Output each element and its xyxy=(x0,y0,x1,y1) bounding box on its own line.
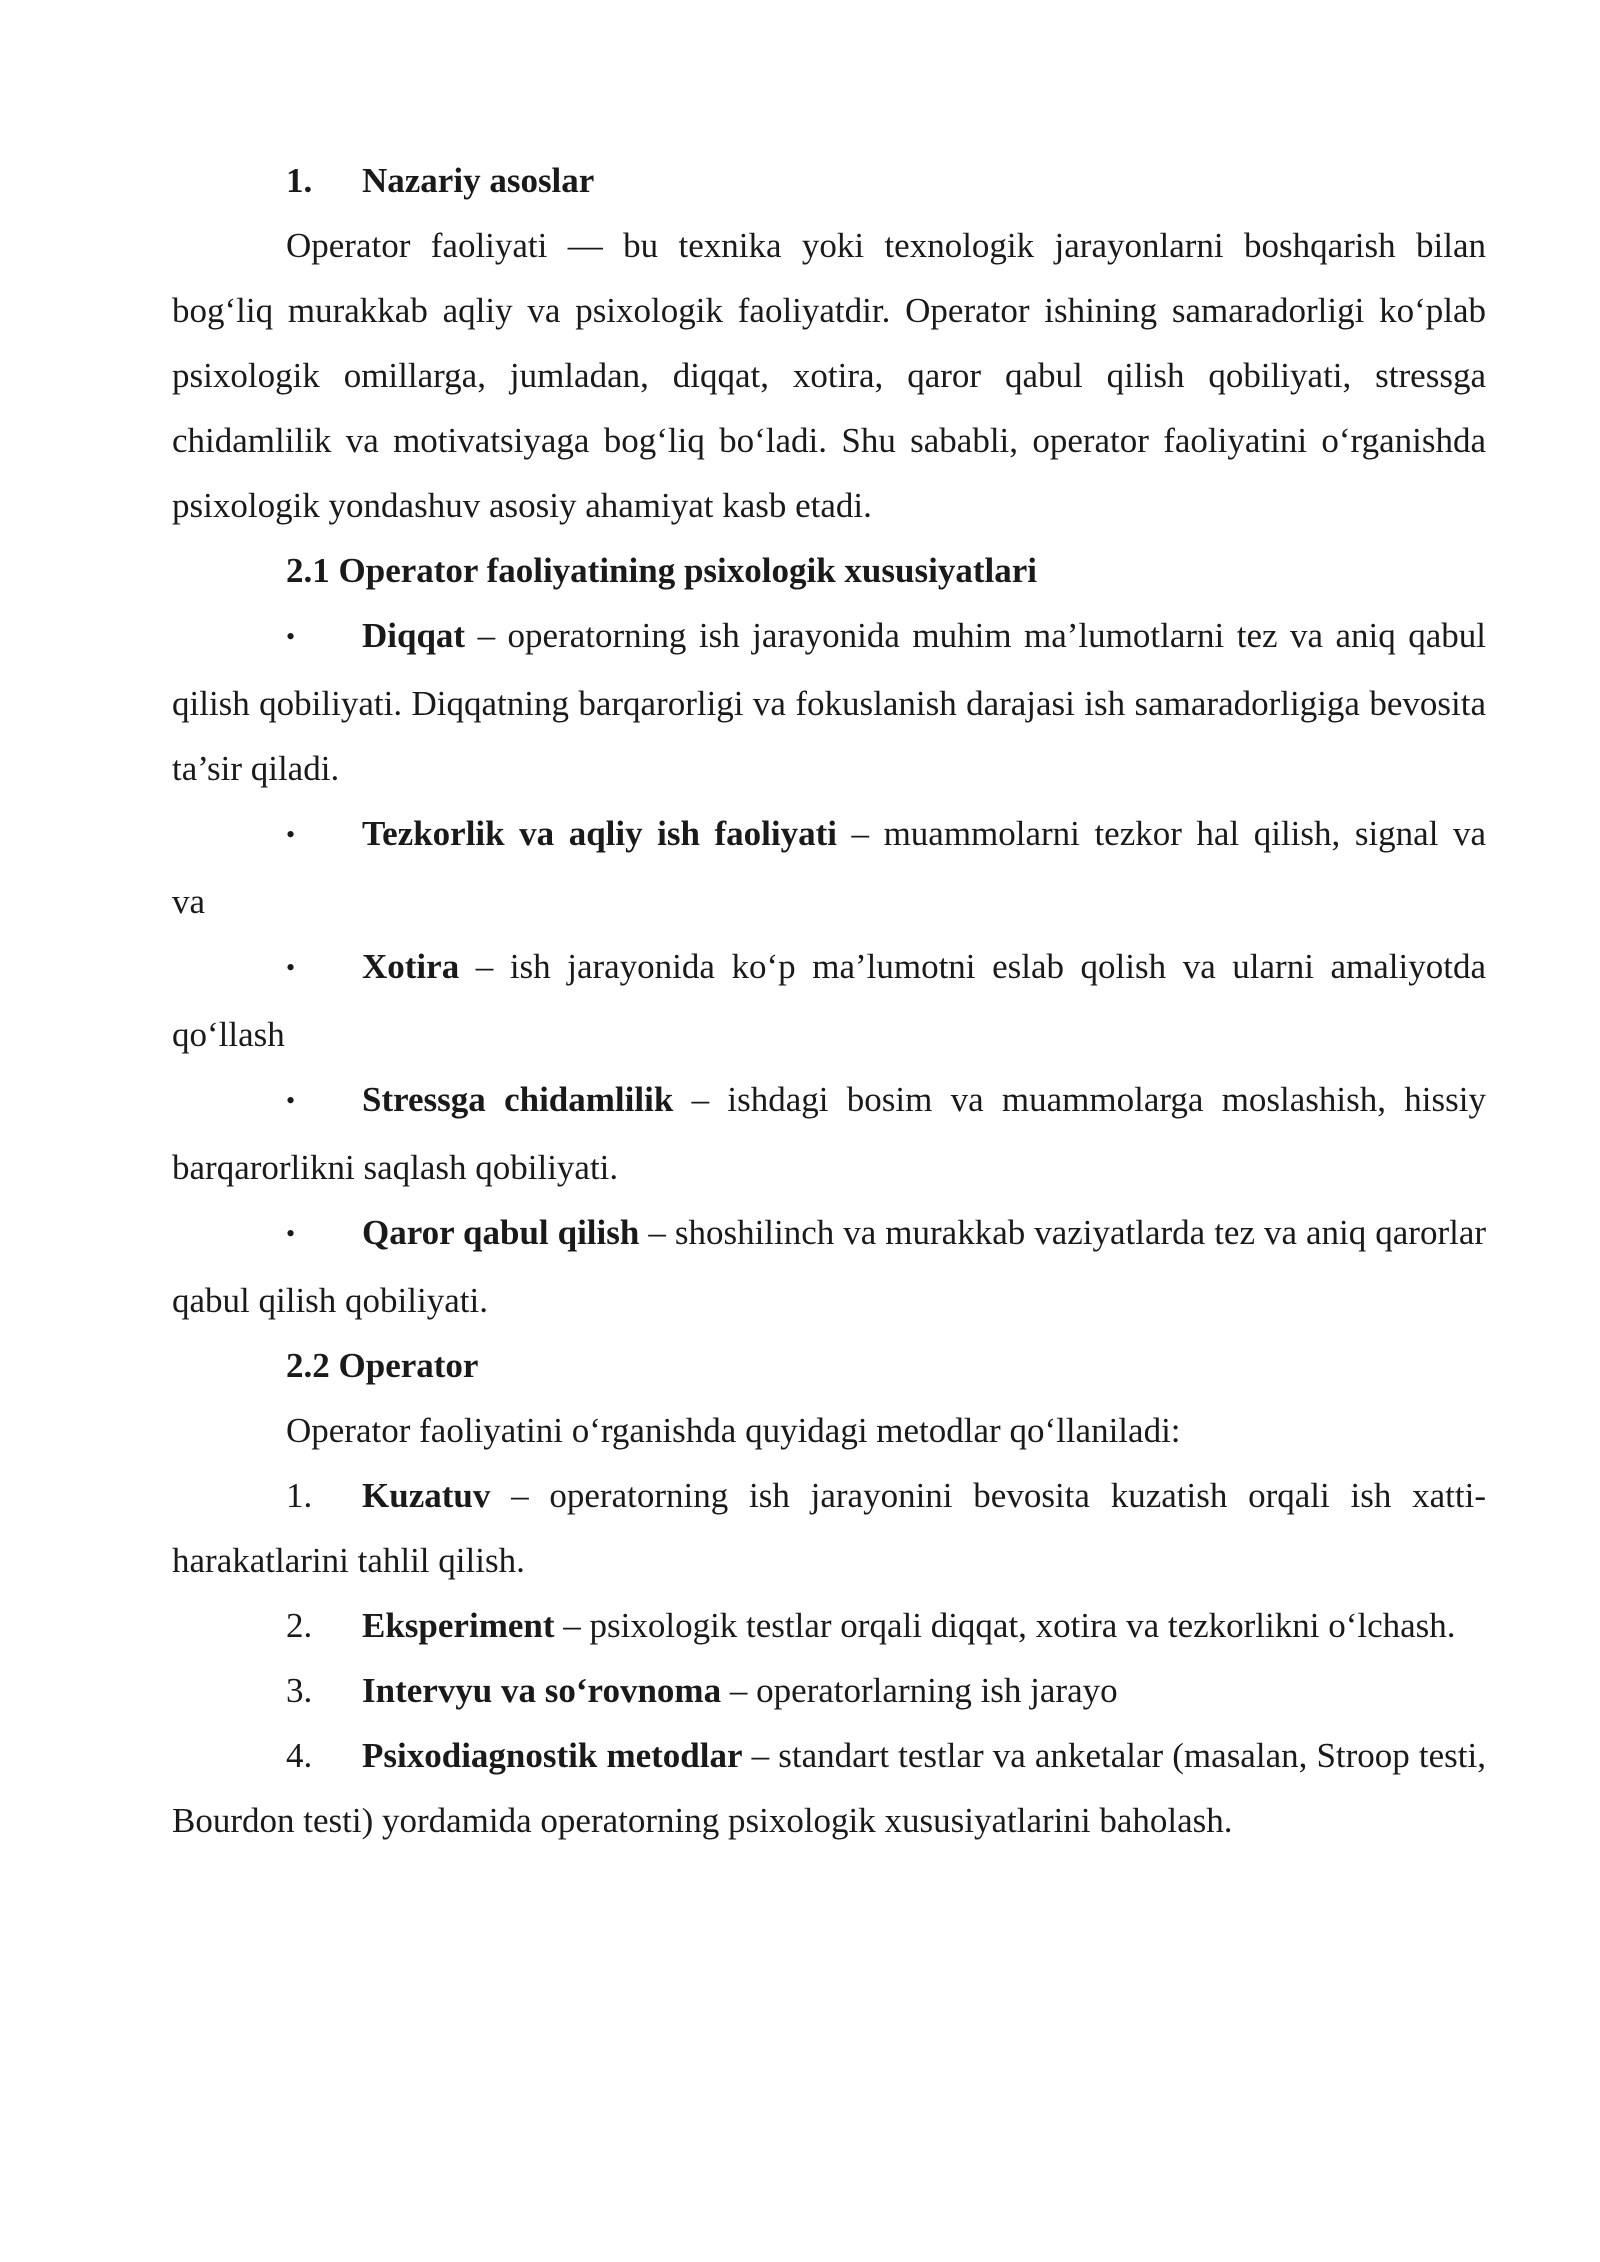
method-item-psixodiagnostik xyxy=(172,1723,1486,1853)
item-text: – psixologik testlar orqali diqqat, xotira va tezkorlikni o‘lchash. xyxy=(554,1606,1456,1645)
item-text: – ish jarayonida ko‘p ma’lumotni eslab qolish va ularni amaliyotda xyxy=(459,947,1486,986)
method-number: 4. xyxy=(286,1736,313,1775)
section-heading-2-1: 2.1 Operator faoliyatining psixologik xususiyatlari xyxy=(286,551,1037,590)
bullet-icon: • xyxy=(286,1086,296,1115)
item-term: Stressga chidamlilik xyxy=(362,1080,674,1119)
item-term: Tezkorlik va aqliy ish faoliyati xyxy=(362,814,837,853)
item-continuation: va xyxy=(172,882,206,921)
item-term: Intervyu va so‘rovnoma xyxy=(362,1671,722,1710)
bullet-icon: • xyxy=(286,622,296,651)
method-item-eksperiment xyxy=(172,1593,1486,1658)
section-title: Nazariy asoslar xyxy=(362,161,595,200)
intro-paragraph: Operator faoliyati — bu texnika yoki texnologik jarayonlarni boshqarish bilan bog‘liq murakkab aqliy va psixologik faoliyatdir. Operator ishining samaradorligi ko‘plab psixologik omillarga, jumladan, diqqat, xotira, qaror qabul qilish qobiliyati, stressga chidamlilik va motivatsiyaga bog‘liq bo‘ladi. Shu sababli, operator faoliyatini o‘rganishda psixologik yondashuv asosiy ahamiyat kasb etadi. xyxy=(172,226,1486,525)
section-number: 1. xyxy=(286,161,313,200)
item-text: – shoshilinch va murakkab vaziyatlarda tez va aniq qarorlar qabul qilish qobiliyati. xyxy=(172,1213,1487,1320)
item-term: Eksperiment xyxy=(362,1606,555,1645)
document-page xyxy=(172,148,1486,1853)
bullet-item-stress xyxy=(172,1067,1486,1200)
item-term: Xotira xyxy=(362,947,460,986)
section-heading-2-2: 2.2 Operator xyxy=(286,1346,479,1385)
item-term: Diqqat xyxy=(362,616,466,655)
bullet-item-diqqat xyxy=(172,603,1486,801)
section-heading-1 xyxy=(172,148,1486,213)
method-number: 2. xyxy=(286,1606,313,1645)
method-item-intervyu xyxy=(172,1658,1486,1723)
bullet-icon: • xyxy=(286,820,296,849)
item-text: – muammolarni tezkor hal qilish, signal va xyxy=(836,814,1486,853)
bullet-item-tezkorlik xyxy=(172,801,1486,869)
item-text: – operatorlarning ish jarayo xyxy=(721,1671,1118,1710)
item-term: Qaror qabul qilish xyxy=(362,1213,640,1252)
bullet-icon: • xyxy=(286,1219,296,1248)
method-number: 1. xyxy=(286,1476,313,1515)
bullet-item-xotira xyxy=(172,934,1486,1002)
methods-intro: Operator faoliyatini o‘rganishda quyidagi metodlar qo‘llaniladi: xyxy=(286,1411,1181,1450)
item-text: – ishdagi bosim va muammolarga moslashish, hissiy barqarorlikni saqlash qobiliyati. xyxy=(172,1080,1486,1187)
item-text: – standart testlar va anketalar (masalan, Stroop testi, Bourdon testi) yordamida operatorning psixologik xususiyatlarini baholash. xyxy=(172,1736,1486,1840)
item-term: Kuzatuv xyxy=(362,1476,491,1515)
bullet-item-qaror xyxy=(172,1200,1486,1333)
item-text: – operatorning ish jarayonida muhim ma’lumotlarni tez va aniq qabul qilish qobiliyati. Diqqatning barqarorligi va fokuslanish darajasi ish samaradorligiga bevosita ta’sir qiladi. xyxy=(172,616,1486,788)
item-term: Psixodiagnostik metodlar xyxy=(362,1736,743,1775)
item-text: – operatorning ish jarayonini bevosita kuzatish orqali ish xatti-harakatlarini tahlil qilish. xyxy=(172,1476,1486,1580)
bullet-icon: • xyxy=(286,953,296,982)
item-continuation: qo‘llash xyxy=(172,1015,285,1054)
method-item-kuzatuv xyxy=(172,1463,1486,1593)
method-number: 3. xyxy=(286,1671,313,1710)
